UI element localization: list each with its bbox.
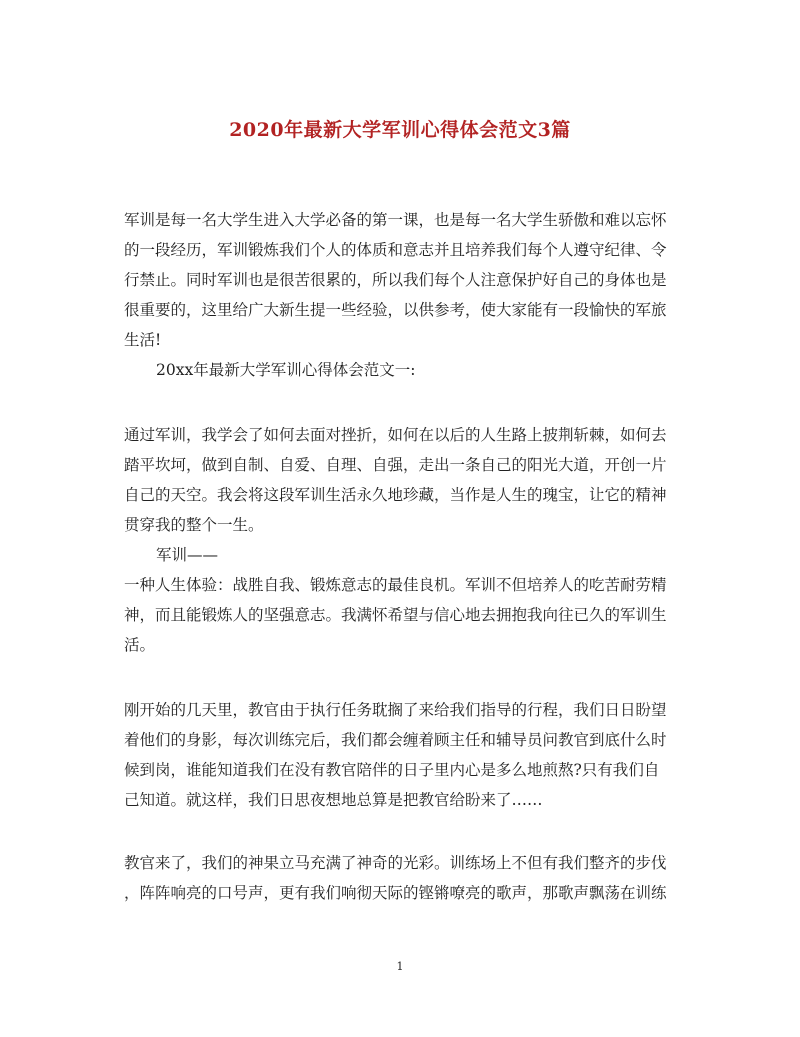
text-line: 活。 <box>124 636 156 654</box>
text-line: 候到岗，谁能知道我们在没有教官陪伴的日子里内心是多么地煎熬?只有我们自 <box>124 761 660 779</box>
text-line: 很重要的，这里给广大新生提一些经验，以供参考，使大家能有一段愉快的军旅 <box>124 301 667 319</box>
text-line: 生活! <box>124 331 162 349</box>
paragraph-4 <box>124 848 684 908</box>
text-line: 的一段经历，军训锻炼我们个人的体质和意志并且培养我们每个人遵守纪律、令 <box>124 241 667 259</box>
text-line: 军训是每一名大学生进入大学必备的第一课，也是每一名大学生骄傲和难以忘怀 <box>124 211 667 229</box>
text-line: 教官来了，我们的神果立马充满了神奇的光彩。训练场上不但有我们整齐的步伐 <box>124 854 667 872</box>
page-number: 1 <box>396 960 404 973</box>
paragraph-3 <box>124 695 684 815</box>
text-line: 通过军训，我学会了如何去面对挫折，如何在以后的人生路上披荆斩棘，如何去 <box>124 426 667 444</box>
text-line: 行禁止。同时军训也是很苦很累的，所以我们每个人注意保护好自己的身体也是 <box>124 271 667 289</box>
text-line: 踏平坎坷，做到自制、自爱、自理、自强，走出一条自己的阳光大道，开创一片 <box>124 456 667 474</box>
text-line: 己知道。就这样，我们日思夜想地总算是把教官给盼来了…… <box>124 791 543 809</box>
text-line: 着他们的身影，每次训练完后，我们都会缠着顾主任和辅导员问教官到底什么时 <box>124 731 667 749</box>
text-line: 神，而且能锻炼人的坚强意志。我满怀希望与信心地去拥抱我向往已久的军训生 <box>124 606 667 624</box>
document-title: 2020年最新大学军训心得体会范文3篇 <box>229 119 571 141</box>
jx-label: 军训—— <box>156 546 219 564</box>
text-line: 自己的天空。我会将这段军训生活永久地珍藏，当作是人生的瑰宝，让它的精神 <box>124 486 667 504</box>
section-heading: 20xx年最新大学军训心得体会范文一: <box>156 361 416 379</box>
intro-paragraph <box>124 205 684 385</box>
text-line: ，阵阵响亮的口号声，更有我们响彻天际的铿锵嘹亮的歌声，那歌声飘荡在训练 <box>124 884 667 902</box>
paragraph-1 <box>124 420 684 660</box>
text-line: 贯穿我的整个一生。 <box>124 516 264 534</box>
text-line: 一种人生体验：战胜自我、锻炼意志的最佳良机。军训不但培养人的吃苦耐劳精 <box>124 576 667 594</box>
text-line: 刚开始的几天里，教官由于执行任务耽搁了来给我们指导的行程，我们日日盼望 <box>124 701 667 719</box>
